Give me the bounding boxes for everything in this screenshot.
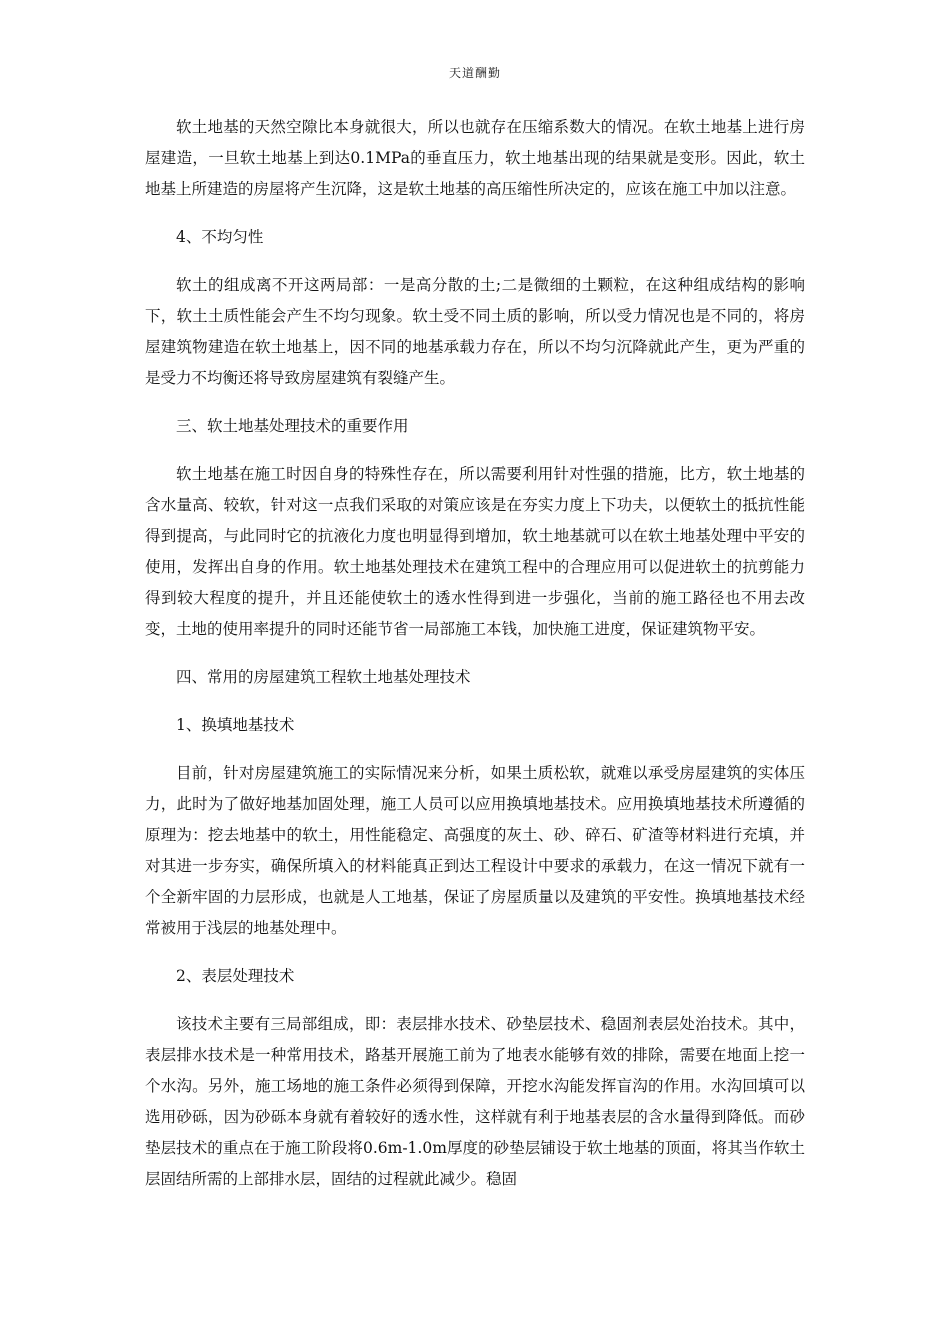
heading-section-three: 三、软土地基处理技术的重要作用 (176, 417, 409, 435)
paragraph-soft-soil-compressibility: 软土地基的天然空隙比本身就很大，所以也就存在压缩系数大的情况。在软土地基上进行房屋建造，一旦软土地基上到达0.1MPa的垂直压力，软土地基出现的结果就是变形。因此，软土地基上所建造的房屋将产生沉降，这是软土地基的高压缩性所决定的，应该在施工中加以注意。 (145, 118, 805, 198)
document-body (145, 112, 805, 1212)
heading-surface-treatment: 2、表层处理技术 (176, 967, 295, 985)
heading-non-uniformity: 4、不均匀性 (176, 228, 264, 246)
paragraph-surface-treatment: 该技术主要有三局部组成，即：表层排水技术、砂垫层技术、稳固剂表层处治技术。其中，表层排水技术是一种常用技术，路基开展施工前为了地表水能够有效的排除，需要在地面上挖一个水沟。另外，施工场地的施工条件必须得到保障，开挖水沟能发挥盲沟的作用。水沟回填可以选用砂砾，因为砂砾本身就有着较好的透水性，这样就有利于地基表层的含水量得到降低。而砂垫层技术的重点在于施工阶段将0.6m-1.0m厚度的砂垫层铺设于软土地基的顶面，将其当作软土层固结所需的上部排水层，固结的过程就此减少。稳固 (145, 1015, 805, 1188)
page-header: 天道酬勤 (448, 66, 501, 80)
heading-section-four: 四、常用的房屋建筑工程软土地基处理技术 (176, 668, 471, 686)
paragraph-replacement-technique: 目前，针对房屋建筑施工的实际情况来分析，如果土质松软，就难以承受房屋建筑的实体压力，此时为了做好地基加固处理，施工人员可以应用换填地基技术。应用换填地基技术所遵循的原理为：挖去地基中的软土，用性能稳定、高强度的灰土、砂、碎石、矿渣等材料进行充填，并对其进一步夯实，确保所填入的材料能真正到达工程设计中要求的承载力，在这一情况下就有一个全新牢固的力层形成，也就是人工地基，保证了房屋质量以及建筑的平安性。换填地基技术经常被用于浅层的地基处理中。 (145, 764, 805, 937)
paragraph-non-uniformity: 软土的组成离不开这两局部：一是高分散的土;二是微细的土颗粒，在这种组成结构的影响下，软土土质性能会产生不均匀现象。软土受不同土质的影响，所以受力情况也是不同的，将房屋建筑物建造在软土地基上，因不同的地基承载力存在，所以不均匀沉降就此产生，更为严重的是受力不均衡还将导致房屋建筑有裂缝产生。 (145, 276, 805, 387)
paragraph-importance: 软土地基在施工时因自身的特殊性存在，所以需要利用针对性强的措施，比方，软土地基的含水量高、较软，针对这一点我们采取的对策应该是在夯实力度上下功夫，以便软土的抵抗性能得到提高，与此同时它的抗液化力度也明显得到增加，软土地基就可以在软土地基处理中平安的使用，发挥出自身的作用。软土地基处理技术在建筑工程中的合理应用可以促进软土的抗剪能力得到较大程度的提升，并且还能使软土的透水性得到进一步强化，当前的施工路径也不用去改变，土地的使用率提升的同时还能节省一局部施工本钱，加快施工进度，保证建筑物平安。 (145, 465, 805, 638)
heading-replacement-technique: 1、换填地基技术 (176, 716, 295, 734)
